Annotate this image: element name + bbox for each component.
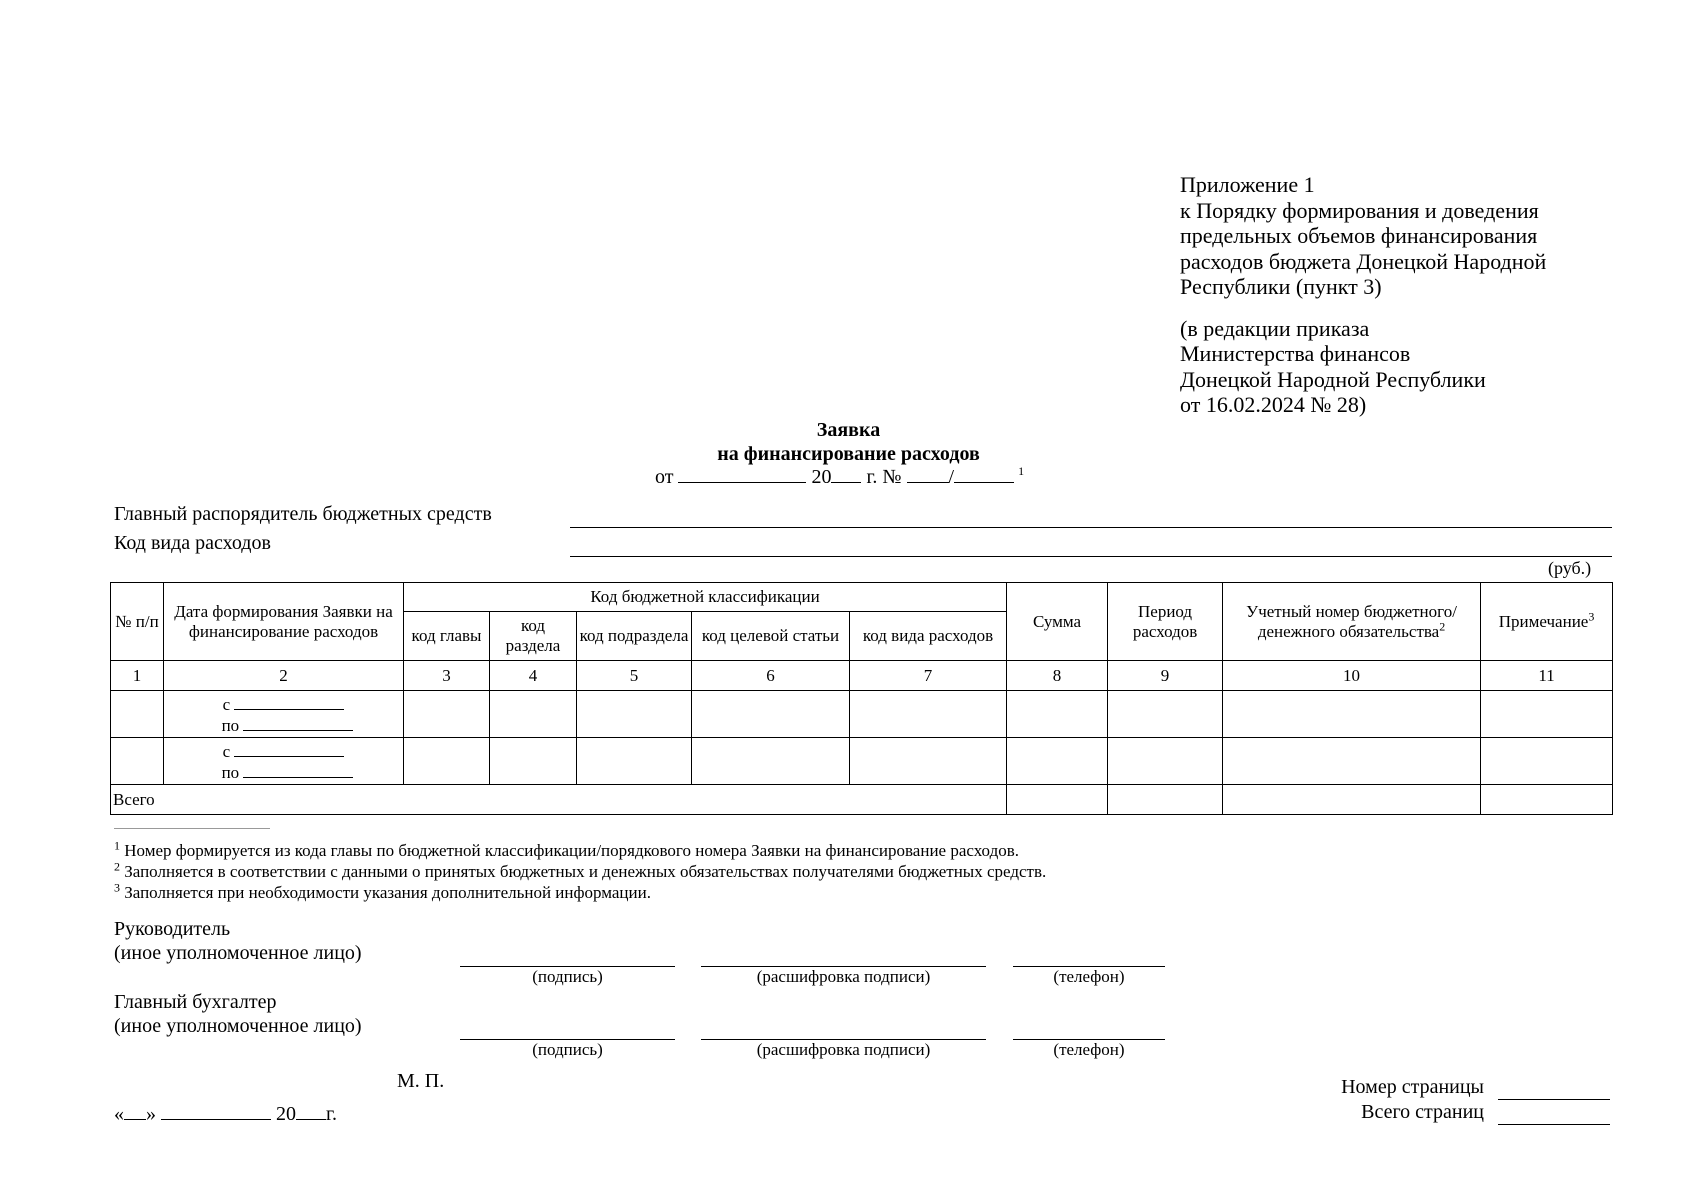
head-phone-caption: (телефон) bbox=[1053, 967, 1125, 986]
page-number-label: Номер страницы bbox=[1341, 1076, 1484, 1098]
date-to-label: по bbox=[221, 763, 240, 782]
date-from-label: с bbox=[222, 742, 231, 761]
date-open-quote: « bbox=[114, 1103, 124, 1125]
header-account-no-text: Учетный номер бюджетного/ денежного обязательства bbox=[1246, 601, 1457, 641]
total-sum[interactable] bbox=[1007, 785, 1108, 815]
column-number: 3 bbox=[404, 661, 490, 691]
footnote-separator bbox=[114, 828, 270, 829]
cell-sum[interactable] bbox=[1007, 691, 1108, 738]
date-from-label: с bbox=[222, 695, 231, 714]
date-from-field[interactable] bbox=[234, 693, 344, 710]
year-prefix: 20 bbox=[276, 1103, 296, 1125]
date-to-label: по bbox=[221, 716, 240, 735]
appendix-line: Республики (пункт 3) bbox=[1180, 274, 1382, 299]
footnote-mark: 1 bbox=[1018, 464, 1025, 479]
number-field-1[interactable] bbox=[907, 464, 949, 483]
footnote-text: Заполняется при необходимости указания дополнительной информации. bbox=[124, 883, 651, 902]
edition-line: (в редакции приказа bbox=[1180, 315, 1370, 341]
total-account-no[interactable] bbox=[1223, 785, 1481, 815]
cell-chapter-code[interactable] bbox=[404, 738, 490, 785]
header-note bbox=[1481, 583, 1613, 661]
cell-date-range bbox=[164, 691, 404, 738]
document-subtitle: на финансирование расходов bbox=[717, 443, 980, 465]
head-subtitle: (иное уполномоченное лицо) bbox=[114, 942, 362, 964]
footnote bbox=[114, 861, 1046, 882]
total-row bbox=[111, 785, 1613, 815]
edition-line: от 16.02.2024 № 28) bbox=[1180, 392, 1367, 417]
sign-date-line bbox=[114, 1101, 337, 1126]
edition-line: Министерства финансов bbox=[1180, 341, 1411, 366]
header-account-no bbox=[1223, 583, 1481, 661]
number-slash: / bbox=[948, 466, 955, 488]
year-prefix: 20 bbox=[811, 466, 832, 488]
accountant-title: Главный бухгалтер bbox=[114, 991, 277, 1013]
cell-section-code[interactable] bbox=[490, 691, 577, 738]
header-section-code: код раздела bbox=[490, 612, 577, 661]
cell-account-no[interactable] bbox=[1223, 691, 1481, 738]
header-subsection-code: код подраздела bbox=[577, 612, 692, 661]
edition-line: Донецкой Народной Республики bbox=[1180, 366, 1486, 392]
cell-section-code[interactable] bbox=[490, 738, 577, 785]
column-number: 10 bbox=[1223, 661, 1481, 691]
number-prefix: г. № bbox=[866, 466, 902, 488]
total-label: Всего bbox=[111, 785, 1007, 815]
footnote bbox=[114, 882, 651, 903]
cell-note[interactable] bbox=[1481, 691, 1613, 738]
header-note-text: Примечание bbox=[1498, 611, 1589, 631]
head-title: Руководитель bbox=[114, 918, 231, 940]
date-to-field[interactable] bbox=[243, 761, 353, 778]
column-number: 8 bbox=[1007, 661, 1108, 691]
column-number: 2 bbox=[164, 661, 404, 691]
cell-subsection-code[interactable] bbox=[577, 691, 692, 738]
year-suffix: г. bbox=[326, 1103, 337, 1125]
cell-chapter-code[interactable] bbox=[404, 691, 490, 738]
year-field[interactable] bbox=[831, 464, 861, 483]
expense-type-code-label: Код вида расходов bbox=[114, 532, 271, 554]
footnote bbox=[114, 840, 1019, 861]
footnote-mark: 3 bbox=[1588, 608, 1595, 623]
footnote-text: Номер формируется из кода главы по бюджетной классификации/порядкового номера Заявки на финансирование расходов. bbox=[124, 841, 1019, 860]
main-manager-field[interactable] bbox=[570, 527, 1612, 528]
date-close-quote: » bbox=[146, 1103, 156, 1125]
month-field[interactable] bbox=[161, 1101, 271, 1120]
column-number: 6 bbox=[692, 661, 850, 691]
head-decoding-caption: (расшифровка подписи) bbox=[756, 967, 931, 986]
cell-subsection-code[interactable] bbox=[577, 738, 692, 785]
total-note[interactable] bbox=[1481, 785, 1613, 815]
appendix-line: расходов бюджета Донецкой Народной bbox=[1180, 248, 1547, 274]
total-pages-label: Всего страниц bbox=[1361, 1101, 1484, 1123]
column-number: 5 bbox=[577, 661, 692, 691]
column-number: 1 bbox=[111, 661, 164, 691]
expense-type-code-field[interactable] bbox=[570, 556, 1612, 557]
column-number: 7 bbox=[850, 661, 1007, 691]
footnote-mark: 2 bbox=[114, 859, 120, 874]
footnote-mark: 2 bbox=[1439, 618, 1446, 633]
day-field[interactable] bbox=[124, 1101, 146, 1120]
currency-unit: (руб.) bbox=[1548, 558, 1592, 578]
head-signature-caption: (подпись) bbox=[532, 967, 603, 986]
year-field[interactable] bbox=[296, 1101, 326, 1120]
date-to-field[interactable] bbox=[243, 714, 353, 731]
appendix-line: предельных объемов финансирования bbox=[1180, 223, 1538, 248]
main-manager-label: Главный распорядитель бюджетных средств bbox=[114, 503, 492, 525]
cell-sum[interactable] bbox=[1007, 738, 1108, 785]
appendix-line: Приложение 1 bbox=[1180, 172, 1315, 197]
header-date: Дата формирования Заявки на финансирование расходов bbox=[164, 583, 404, 661]
page-number-field[interactable] bbox=[1498, 1099, 1610, 1100]
column-number: 9 bbox=[1108, 661, 1223, 691]
appendix-line: к Порядку формирования и доведения bbox=[1180, 197, 1539, 223]
column-number: 11 bbox=[1481, 661, 1613, 691]
header-period: Период расходов bbox=[1108, 583, 1223, 661]
header-budget-code: Код бюджетной классификации bbox=[404, 583, 1007, 612]
document-date-line bbox=[655, 464, 1024, 489]
date-field[interactable] bbox=[678, 464, 806, 483]
cell-date-range bbox=[164, 738, 404, 785]
accountant-decoding-caption: (расшифровка подписи) bbox=[756, 1040, 931, 1059]
header-chapter-code: код главы bbox=[404, 612, 490, 661]
accountant-phone-caption: (телефон) bbox=[1053, 1040, 1125, 1059]
total-period[interactable] bbox=[1108, 785, 1223, 815]
header-target-code: код целевой статьи bbox=[692, 612, 850, 661]
accountant-subtitle: (иное уполномоченное лицо) bbox=[114, 1015, 362, 1037]
cell-period[interactable] bbox=[1108, 691, 1223, 738]
cell-note[interactable] bbox=[1481, 738, 1613, 785]
cell-expense-type-code[interactable] bbox=[850, 738, 1007, 785]
cell-target-code[interactable] bbox=[692, 738, 850, 785]
header-no: № п/п bbox=[111, 583, 164, 661]
footnote-mark: 3 bbox=[114, 880, 120, 895]
appendix-block bbox=[1180, 172, 1546, 418]
accountant-signature-caption: (подпись) bbox=[532, 1040, 603, 1059]
table-row bbox=[111, 691, 1613, 738]
cell-period[interactable] bbox=[1108, 738, 1223, 785]
date-from-field[interactable] bbox=[234, 740, 344, 757]
cell-no[interactable] bbox=[111, 691, 164, 738]
footnote-mark: 1 bbox=[114, 838, 120, 853]
cell-account-no[interactable] bbox=[1223, 738, 1481, 785]
date-prefix: от bbox=[655, 466, 674, 488]
stamp-label: М. П. bbox=[397, 1070, 445, 1092]
header-expense-type-code: код вида расходов bbox=[850, 612, 1007, 661]
cell-target-code[interactable] bbox=[692, 691, 850, 738]
cell-no[interactable] bbox=[111, 738, 164, 785]
table-row bbox=[111, 738, 1613, 785]
cell-expense-type-code[interactable] bbox=[850, 691, 1007, 738]
column-number: 4 bbox=[490, 661, 577, 691]
footnote-text: Заполняется в соответствии с данными о принятых бюджетных и денежных обязательствах получателями бюджетных средств. bbox=[124, 862, 1047, 881]
header-sum: Сумма bbox=[1007, 583, 1108, 661]
document-title: Заявка bbox=[816, 419, 881, 441]
expense-request-table bbox=[110, 582, 1613, 815]
total-pages-field[interactable] bbox=[1498, 1124, 1610, 1125]
number-field-2[interactable] bbox=[954, 464, 1014, 483]
